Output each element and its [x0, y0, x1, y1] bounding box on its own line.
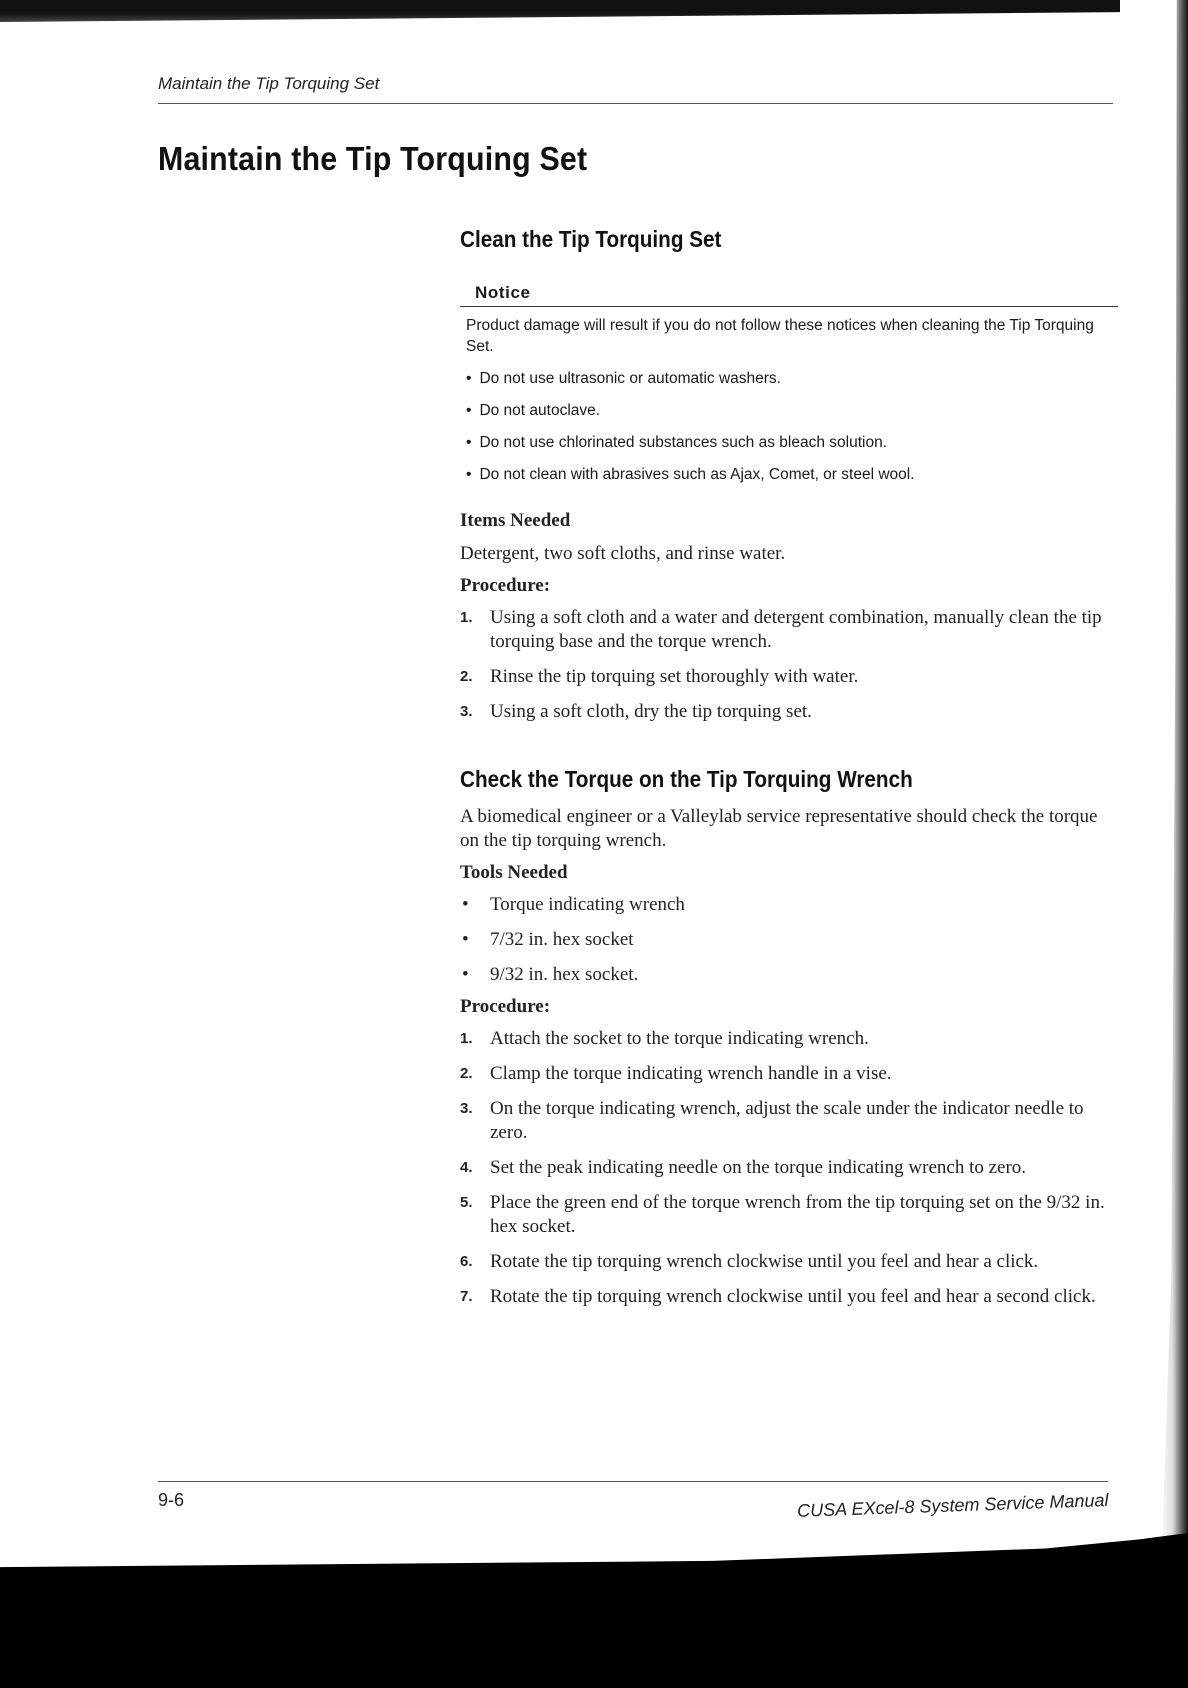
step-text: Using a soft cloth, dry the tip torquing set. [490, 701, 812, 722]
check-procedure-label: Procedure: [460, 996, 551, 1017]
step-number: 7. [460, 1288, 473, 1305]
check-intro: A biomedical engineer or a Valleylab service representative should check the torque on the tip torquing wrench. [460, 806, 1098, 851]
procedure-step [460, 1156, 1120, 1180]
tool-item: • 9/32 in. hex socket. [460, 963, 1120, 987]
header-rule [158, 103, 1113, 104]
notice-rule [460, 306, 1118, 307]
page-number: 9-6 [158, 1490, 185, 1510]
step-number: 6. [460, 1253, 473, 1270]
step-number: 3. [460, 1100, 473, 1117]
step-text: Using a soft cloth and a water and detergent combination, manually clean the tip torquing base and the torque wrench. [490, 607, 1102, 652]
scan-edge-right [1160, 0, 1188, 1600]
footer-rule [158, 1481, 1108, 1482]
step-text: Rinse the tip torquing set thoroughly with water. [490, 666, 859, 687]
step-number: 1. [460, 1030, 473, 1047]
step-number: 4. [460, 1159, 473, 1176]
notice-item: • Do not clean with abrasives such as Ajax, Comet, or steel wool. [466, 464, 1120, 485]
notice-item: • Do not autoclave. [466, 400, 1120, 421]
items-needed-label: Items Needed [460, 510, 571, 531]
procedure-step [460, 1097, 1120, 1145]
items-needed-text: Detergent, two soft cloths, and rinse water. [460, 543, 786, 564]
notice-item: • Do not use chlorinated substances such as bleach solution. [466, 432, 1120, 453]
step-text: Rotate the tip torquing wrench clockwise until you feel and hear a second click. [490, 1286, 1096, 1307]
page-title: Maintain the Tip Torquing Set [158, 140, 588, 177]
step-text: Clamp the torque indicating wrench handle in a vise. [490, 1063, 892, 1084]
step-number: 3. [460, 703, 473, 720]
procedure-step [460, 1027, 1120, 1051]
step-number: 1. [460, 609, 473, 626]
notice-list [466, 368, 1120, 485]
procedure-step [460, 1062, 1120, 1086]
tool-item: • 7/32 in. hex socket [460, 928, 1120, 952]
step-number: 2. [460, 1065, 473, 1082]
procedure-step [460, 1191, 1120, 1239]
procedure-step [460, 665, 1120, 689]
scan-edge-top [0, 0, 1120, 22]
procedure-step [460, 1250, 1120, 1274]
tools-needed-label: Tools Needed [460, 862, 568, 883]
procedure-step [460, 606, 1120, 654]
clean-procedure-label: Procedure: [460, 575, 551, 596]
clean-section-heading: Clean the Tip Torquing Set [460, 226, 722, 252]
step-text: Attach the socket to the torque indicating wrench. [490, 1028, 869, 1049]
step-number: 2. [460, 668, 473, 685]
step-text: Set the peak indicating needle on the torque indicating wrench to zero. [490, 1157, 1027, 1178]
running-header: Maintain the Tip Torquing Set [158, 74, 380, 93]
step-text: Place the green end of the torque wrench from the tip torquing set on the 9/32 in. hex socket. [490, 1192, 1105, 1237]
step-number: 5. [460, 1194, 473, 1211]
scan-edge-bottom [0, 1533, 1188, 1688]
step-text: Rotate the tip torquing wrench clockwise until you feel and hear a click. [490, 1251, 1039, 1272]
manual-title: CUSA EXcel-8 System Service Manual [796, 1490, 1109, 1521]
procedure-step [460, 1285, 1120, 1309]
notice-intro: Product damage will result if you do not follow these notices when cleaning the Tip Torquing Set. [466, 317, 1094, 355]
notice-label: Notice [475, 283, 531, 302]
step-text: On the torque indicating wrench, adjust the scale under the indicator needle to zero. [490, 1098, 1084, 1143]
tool-item: • Torque indicating wrench [460, 893, 1120, 917]
notice-box [460, 283, 1120, 485]
check-procedure-steps [460, 1027, 1120, 1309]
procedure-step [460, 700, 1120, 724]
check-section-heading: Check the Torque on the Tip Torquing Wrench [460, 766, 913, 792]
notice-item: • Do not use ultrasonic or automatic washers. [466, 368, 1120, 389]
main-content [460, 226, 1120, 1309]
tools-list [460, 893, 1120, 987]
clean-procedure-steps [460, 606, 1120, 724]
